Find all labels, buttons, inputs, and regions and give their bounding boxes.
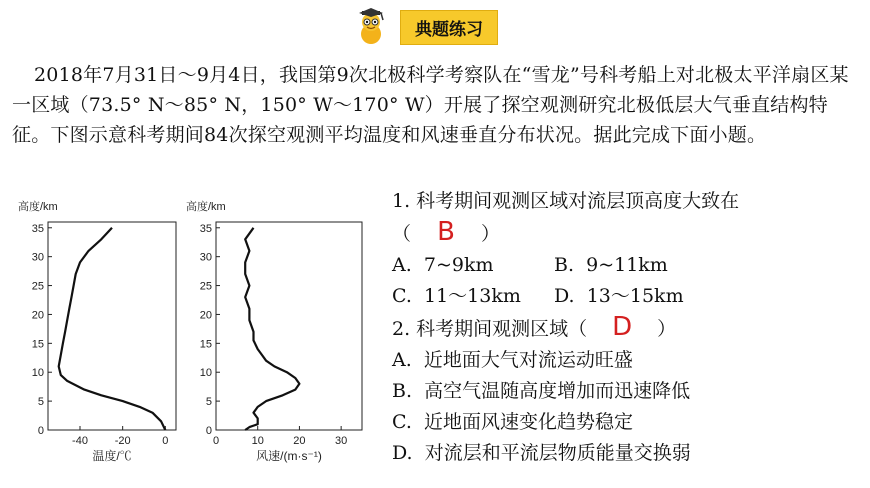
q2-option-d[interactable] xyxy=(392,438,862,469)
q1-option-c[interactable] xyxy=(392,281,554,312)
series-line xyxy=(245,228,299,430)
q1-option-a[interactable] xyxy=(392,250,554,281)
y-tick-label: 25 xyxy=(199,280,212,293)
x-axis-label: 温度/℃ xyxy=(92,449,132,463)
x-tick-label: -40 xyxy=(72,435,88,447)
q1-open-paren: （ xyxy=(392,223,412,245)
option-letter: B. xyxy=(392,380,413,402)
mascot-icon xyxy=(352,8,390,46)
x-tick-label: 0 xyxy=(162,435,169,447)
y-axis-label: 高度/km xyxy=(186,201,226,213)
q2-option-c[interactable] xyxy=(392,407,862,438)
question-1-blank xyxy=(392,217,862,250)
y-tick-label: 30 xyxy=(199,251,212,264)
option-letter: C. xyxy=(392,411,412,433)
section-header xyxy=(352,8,498,46)
y-tick-label: 35 xyxy=(31,222,44,235)
option-text: 近地面大气对流运动旺盛 xyxy=(423,349,633,371)
option-letter: D. xyxy=(392,442,413,464)
plot-frame xyxy=(216,222,362,430)
q1-answer: B xyxy=(437,217,455,247)
y-tick-label: 0 xyxy=(37,425,44,437)
q2-answer: D xyxy=(612,312,633,342)
x-tick-label: -20 xyxy=(114,435,131,447)
y-tick-label: 20 xyxy=(31,309,44,322)
y-tick-label: 10 xyxy=(199,367,212,380)
option-letter: D. xyxy=(554,285,575,307)
option-text: 高空气温随高度增加而迅速降低 xyxy=(424,380,691,402)
y-tick-label: 25 xyxy=(31,280,44,293)
option-letter: B. xyxy=(554,254,575,276)
q2-stem-text: 2. 科考期间观测区域（ xyxy=(392,318,588,340)
option-text: 11～13km xyxy=(424,285,521,307)
q1-options-row-2 xyxy=(392,281,862,312)
wind-speed-chart xyxy=(186,201,367,466)
q2-close-paren: ） xyxy=(657,318,677,340)
y-tick-label: 10 xyxy=(31,367,44,380)
option-text: 9~11km xyxy=(586,254,668,276)
x-tick-label: 10 xyxy=(251,435,264,447)
intro-paragraph: 2018年7月31日～9月4日，我国第9次北极科学考察队在“雪龙”号科考船上对北极太平洋扇区某一区域（73.5° N～85° N，150° W～170° W）开展了探空观测研究北极低层大气垂直结构特征。下图示意科考期间84次探空观测平均温度和风速垂直分布状况。据此完成下面小题。 xyxy=(12,64,849,146)
question-2-stem xyxy=(392,312,862,345)
q2-option-a[interactable] xyxy=(392,345,862,376)
questions-block xyxy=(392,186,862,469)
x-tick-label: 0 xyxy=(212,435,220,447)
x-tick-label: 30 xyxy=(335,435,348,447)
y-tick-label: 30 xyxy=(31,251,44,264)
y-tick-label: 20 xyxy=(199,309,212,322)
q1-close-paren: ） xyxy=(481,223,501,245)
y-tick-label: 15 xyxy=(199,338,212,351)
option-letter: A. xyxy=(392,349,412,371)
option-text: 近地面风速变化趋势稳定 xyxy=(424,411,634,433)
option-text: 13～15km xyxy=(586,285,684,307)
temperature-chart xyxy=(18,201,183,466)
y-tick-label: 0 xyxy=(205,425,212,437)
y-tick-label: 35 xyxy=(199,222,212,235)
option-text: 对流层和平流层物质能量交换弱 xyxy=(424,442,691,464)
option-letter: C. xyxy=(392,285,412,307)
series-line xyxy=(59,228,166,430)
y-tick-label: 15 xyxy=(31,338,44,351)
y-axis-label: 高度/km xyxy=(18,201,58,213)
question-1-stem: 1. 科考期间观测区域对流层顶高度大致在 xyxy=(392,190,740,212)
y-tick-label: 5 xyxy=(37,396,44,409)
section-badge: 典题练习 xyxy=(400,10,498,45)
q1-option-b[interactable] xyxy=(554,250,716,281)
x-tick-label: 20 xyxy=(293,435,306,447)
q2-option-b[interactable] xyxy=(392,376,862,407)
q1-options-row-1 xyxy=(392,250,862,281)
y-tick-label: 5 xyxy=(205,396,212,409)
option-letter: A. xyxy=(392,254,412,276)
option-text: 7~9km xyxy=(423,254,494,276)
q1-option-d[interactable] xyxy=(554,281,716,312)
x-axis-label: 风速/(m·s⁻¹) xyxy=(256,449,322,463)
